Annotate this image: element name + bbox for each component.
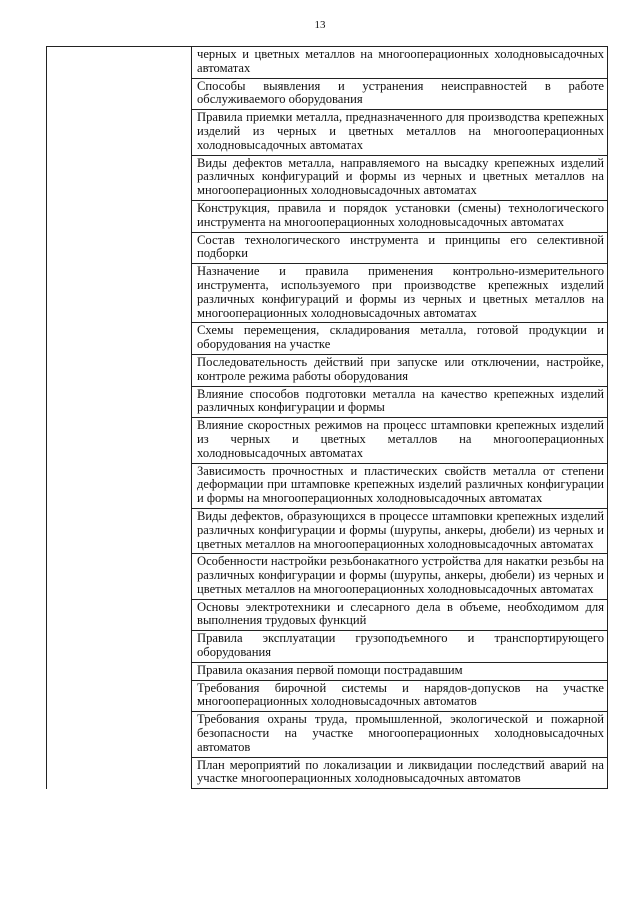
table-row: Состав технологического инструмента и принципы его селективной подборки	[192, 233, 607, 265]
table-left-column	[47, 47, 192, 789]
table-row: План мероприятий по локализации и ликвидации последствий аварий на участке многооперационных холодновысадочных автоматов	[192, 758, 607, 790]
page-number: 13	[314, 19, 326, 31]
table-row: Схемы перемещения, складирования металла, готовой продукции и оборудования на участке	[192, 323, 607, 355]
table-row: Особенности настройки резьбонакатного устройства для накатки резьбы на различных конфигурации и формы (шурупы, анкеры, дюбели) из черных и цветных металлов на многооперационных холодновысадочных автоматах	[192, 554, 607, 599]
table-row: Зависимость прочностных и пластических свойств металла от степени деформации при штамповке крепежных изделий различных конфигурации и формы на многооперационных холодновысадочных автоматах	[192, 464, 607, 509]
table-row: Конструкция, правила и порядок установки (смены) технологического инструмента на многооперационных холодновысадочных автоматах	[192, 201, 607, 233]
table-row: черных и цветных металлов на многооперационных холодновысадочных автоматах	[192, 47, 607, 79]
table-row: Основы электротехники и слесарного дела в объеме, необходимом для выполнения трудовых функций	[192, 600, 607, 632]
table-row: Требования охраны труда, промышленной, экологической и пожарной безопасности на участке многооперационных холодновысадочных автоматов	[192, 712, 607, 757]
table-row: Назначение и правила применения контрольно-измерительного инструмента, используемого при производстве крепежных изделий различных конфигураций и формы из черных и цветных металлов на многооперационных холодновысадочных автоматах	[192, 264, 607, 323]
requirements-table	[46, 46, 608, 789]
table-row: Влияние скоростных режимов на процесс штамповки крепежных изделий из черных и цветных металлов на многооперационных холодновысадочных автоматах	[192, 418, 607, 463]
table-row: Требования бирочной системы и нарядов-допусков на участке многооперационных холодновысадочных автоматов	[192, 681, 607, 713]
table-row: Влияние способов подготовки металла на качество крепежных изделий различных конфигурации и формы	[192, 387, 607, 419]
table-row: Правила эксплуатации грузоподъемного и транспортирующего оборудования	[192, 631, 607, 663]
table-row: Виды дефектов, образующихся в процессе штамповки крепежных изделий различных конфигурации и формы (шурупы, анкеры, дюбели) из черных и цветных металлов на многооперационных холодновысадочных автоматах	[192, 509, 607, 554]
table-row: Правила оказания первой помощи пострадавшим	[192, 663, 607, 681]
table-row: Виды дефектов металла, направляемого на высадку крепежных изделий различных конфигураций и формы из черных и цветных металлов на многооперационных холодновысадочных автоматах	[192, 156, 607, 201]
table-row: Способы выявления и устранения неисправностей в работе обслуживаемого оборудования	[192, 79, 607, 111]
table-rows	[192, 47, 607, 789]
table-row: Правила приемки металла, предназначенного для производства крепежных изделий из черных и цветных металлов на многооперационных холодновысадочных автоматах	[192, 110, 607, 155]
table-row: Последовательность действий при запуске или отключении, настройке, контроле режима работы оборудования	[192, 355, 607, 387]
